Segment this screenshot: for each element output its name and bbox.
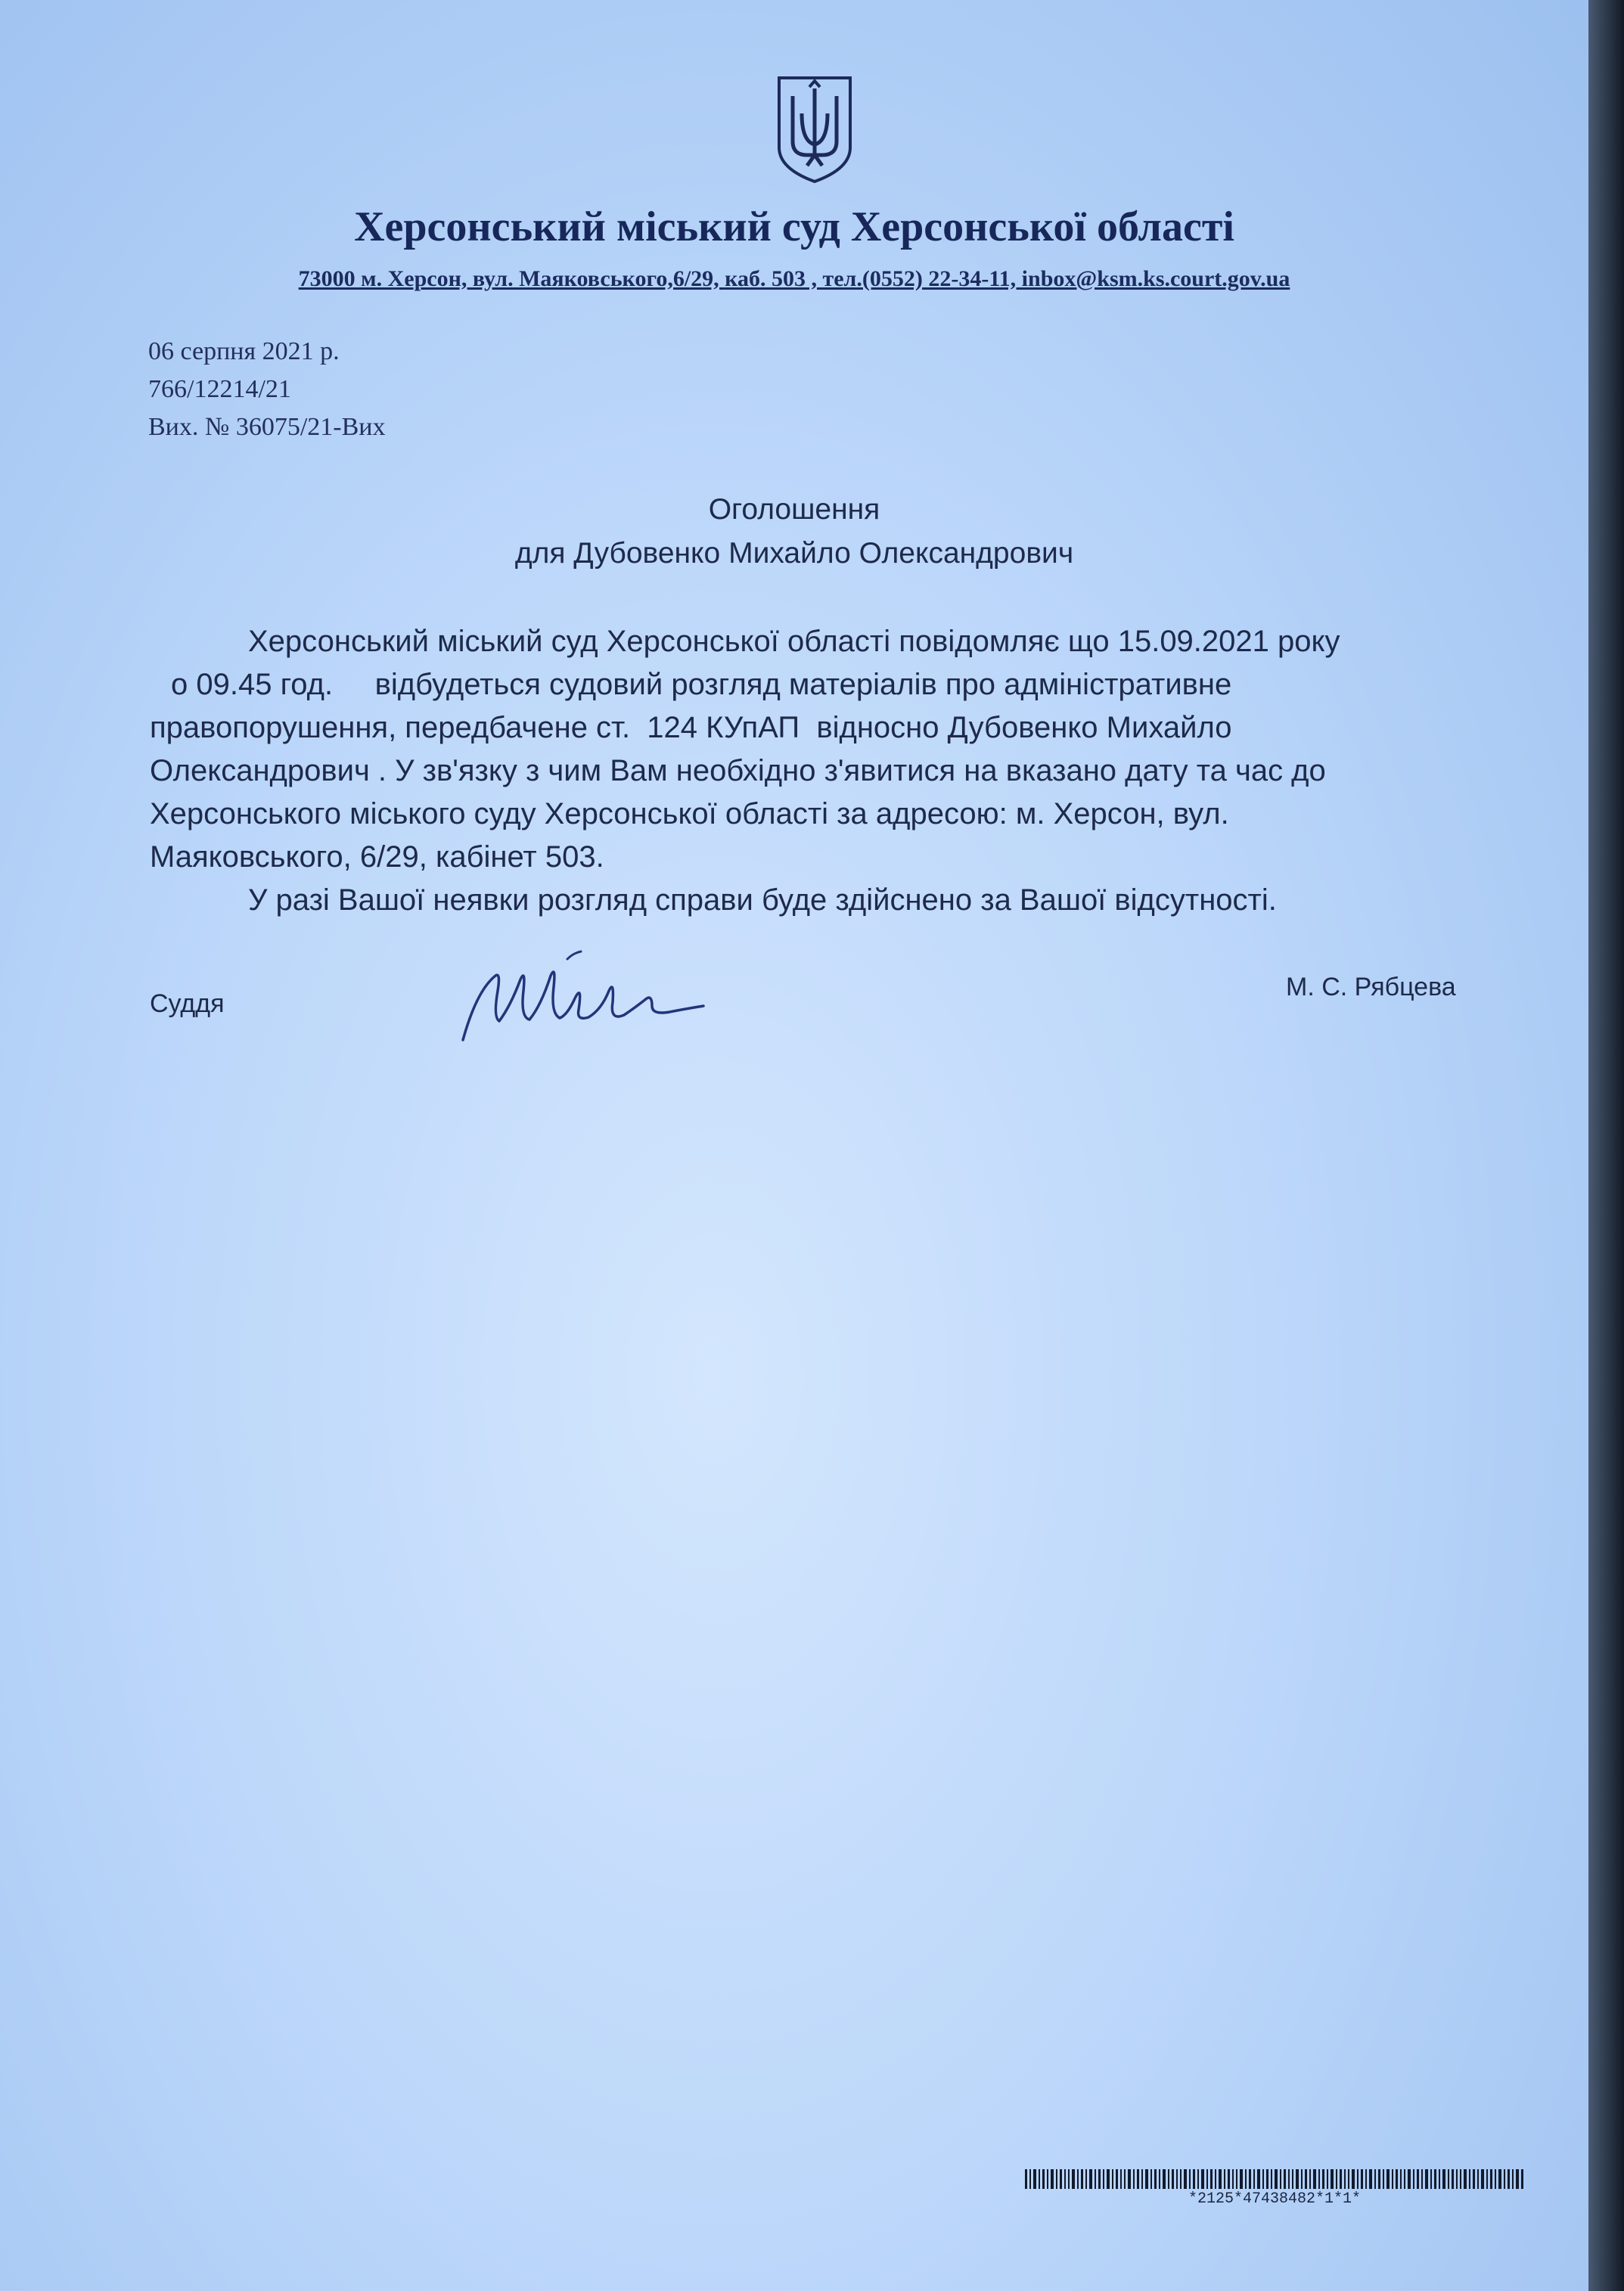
- court-address: 73000 м. Херсон, вул. Маяковського,6/29, каб. 503 , тел.(0552) 22-34-11, inbox@ksm.ks.court.gov.ua: [298, 266, 1290, 291]
- document-date: 06 серпня 2021 р.: [148, 337, 340, 365]
- notice-body: [150, 620, 1511, 922]
- page-edge-shadow: [1588, 0, 1624, 2291]
- barcode-text: *2125*47438482*1*1*: [1188, 2190, 1362, 2208]
- body-line: Херсонського міського суду Херсонської області за адресою: м. Херсон, вул.: [150, 797, 1229, 830]
- document-meta: [148, 333, 385, 446]
- outgoing-number: Вих. № 36075/21-Вих: [148, 413, 386, 441]
- body-line: о 09.45 год. відбудеться судовий розгляд матеріалів про адміністративне: [171, 668, 1232, 701]
- body-line: Олександрович . У зв'язку з чим Вам необхідно з'явитися на вказано дату та час до: [150, 754, 1326, 787]
- ukraine-trident-icon: [773, 72, 856, 185]
- court-name: Херсонський міський суд Херсонської області: [354, 203, 1234, 250]
- barcode: [1025, 2169, 1524, 2189]
- notice-addressee: для Дубовенко Михайло Олександрович: [514, 537, 1074, 570]
- body-line: Херсонський міський суд Херсонської області повідомляє що 15.09.2021 року: [248, 625, 1340, 658]
- case-number: 766/12214/21: [148, 375, 291, 403]
- notice-title: Оголошення: [708, 493, 880, 526]
- absence-note: У разі Вашої неявки розгляд справи буде здійснено за Вашої відсутності.: [248, 883, 1277, 917]
- judge-name: М. С. Рябцева: [1286, 973, 1456, 1001]
- handwritten-signature: [454, 945, 711, 1051]
- body-line: Маяковського, 6/29, кабінет 503.: [150, 840, 604, 874]
- body-line: правопорушення, передбачене ст. 124 КУпАП відносно Дубовенко Михайло: [150, 711, 1232, 744]
- judge-role-label: Суддя: [150, 989, 225, 1018]
